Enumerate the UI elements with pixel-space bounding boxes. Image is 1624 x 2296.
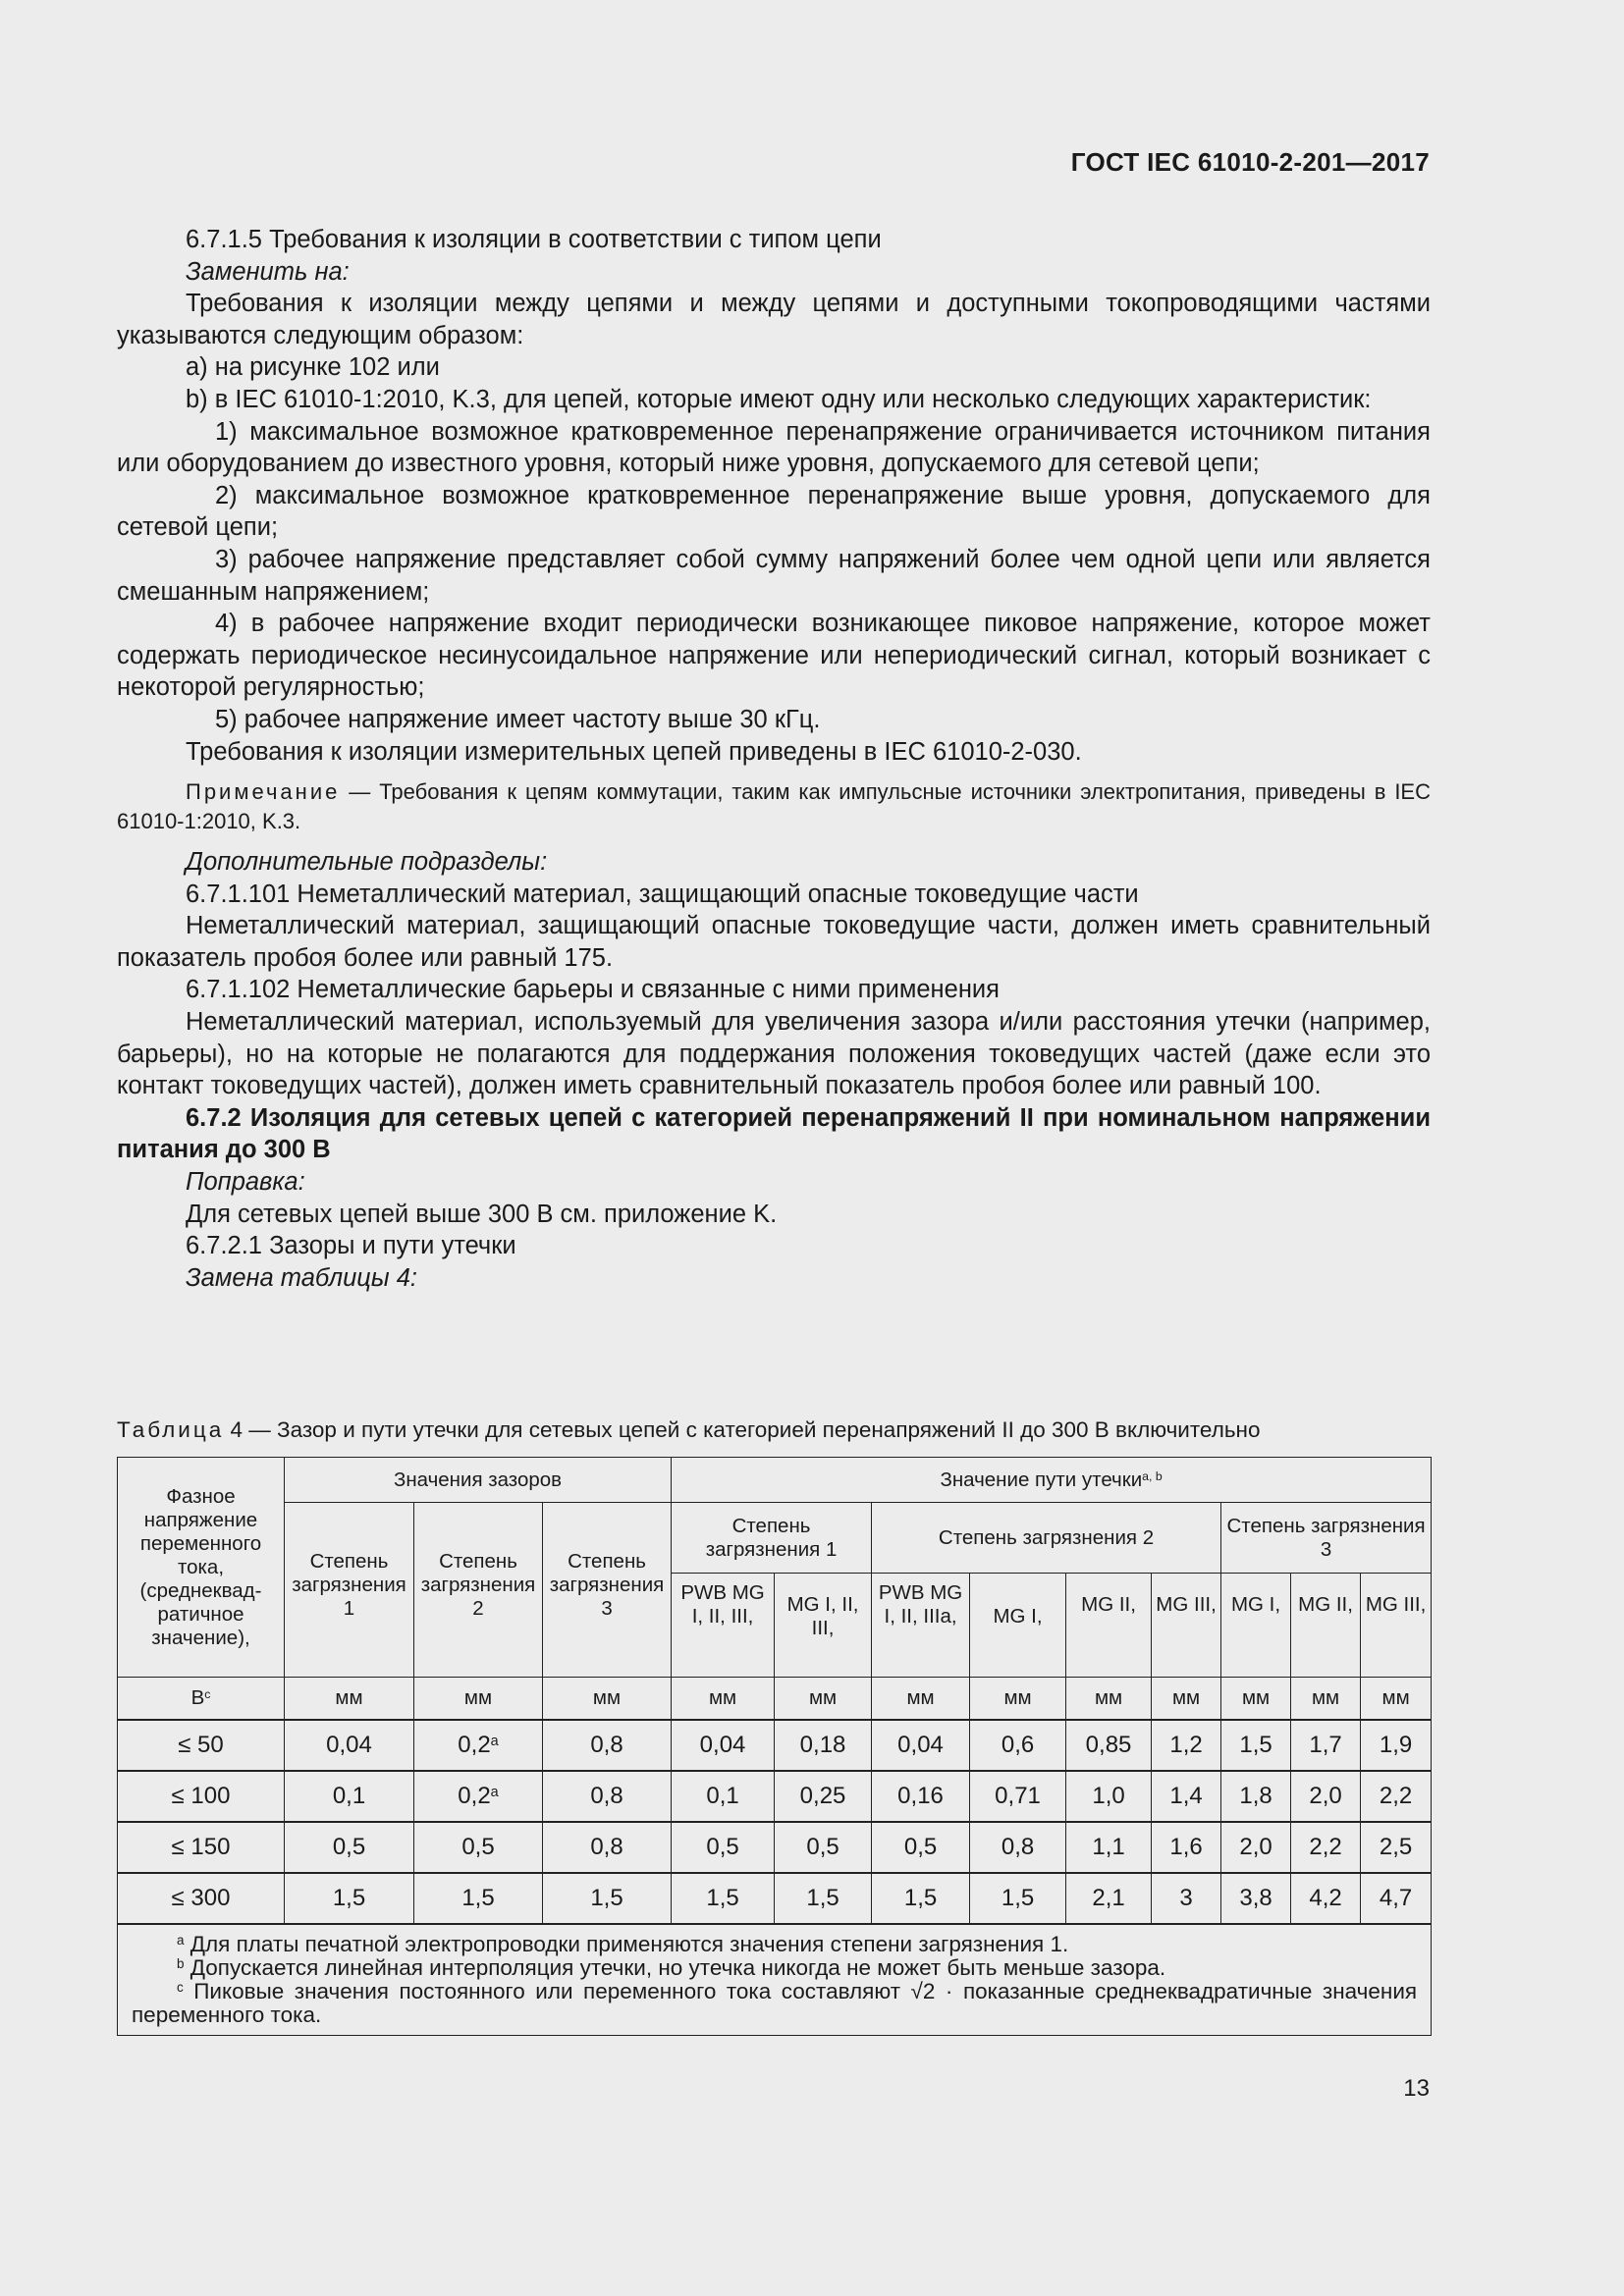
paragraph: Неметаллический материал, используемый для увеличения зазора и/или расстояния утечки (например, барьеры), но на которые не полагаются для поддержания положения токоведущих частей (даже если это контакт токоведущих частей), должен иметь сравнительный показатель пробоя более или равный 100. bbox=[117, 1008, 1431, 1100]
creepage-header: Значение пути утечки$^{a, b}$ bbox=[672, 1458, 1432, 1503]
value-cell: 0,25 bbox=[775, 1771, 872, 1822]
section-6-7-2-title: 6.7.2 Изоляция для сетевых цепей с категорией перенапряжений II при номинальном напряжении питания до 300 В bbox=[117, 1103, 1431, 1164]
section-6-7-1-5-title: 6.7.1.5 Требования к изоляции в соответствии с типом цепи bbox=[186, 226, 882, 253]
table-row bbox=[118, 1873, 1432, 1924]
table-replace-instruction: Замена таблицы 4: bbox=[186, 1263, 417, 1292]
voltage-cell: ≤ 50 bbox=[118, 1720, 285, 1771]
table-caption-label: Таблица bbox=[117, 1417, 225, 1442]
unit-cell: мм bbox=[285, 1678, 414, 1721]
table-footnotes bbox=[118, 1924, 1432, 2036]
table-row bbox=[118, 1822, 1432, 1873]
footnote-a: $^a$ Для платы печатной электропроводки применяются значения степени загрязнения 1. bbox=[177, 1932, 1069, 1956]
value-cell: 0,5 bbox=[775, 1822, 872, 1873]
section-6-7-2-1-title: 6.7.2.1 Зазоры и пути утечки bbox=[186, 1232, 516, 1260]
unit-cell: мм bbox=[543, 1678, 672, 1721]
unit-cell: мм bbox=[872, 1678, 970, 1721]
sub-header-cell: MG III, bbox=[1361, 1574, 1432, 1678]
value-cell: 0,04 bbox=[672, 1720, 775, 1771]
value-cell: 1,8 bbox=[1221, 1771, 1291, 1822]
list-item-a: a) на рисунке 102 или bbox=[186, 353, 440, 382]
paragraph: Требования к изоляции между цепями и между цепями и доступными токопроводящими частями указываются следующим образом: bbox=[117, 290, 1431, 349]
clearance-header: Значения зазоров bbox=[285, 1458, 672, 1503]
unit-cell: мм bbox=[775, 1678, 872, 1721]
sub-header-cell: MG I, II, III, bbox=[775, 1574, 872, 1678]
body-text bbox=[117, 224, 1431, 1294]
footnote-c: $^c$ Пиковые значения постоянного или переменного тока составляют √2 · показанные среднеквадратичные значения переменного тока. bbox=[132, 1979, 1418, 2027]
creepage-pd1-header: Степень загрязнения 1 bbox=[672, 1503, 872, 1574]
unit-cell: мм bbox=[1152, 1678, 1221, 1721]
value-cell: 3 bbox=[1152, 1873, 1221, 1924]
value-cell: 4,2 bbox=[1291, 1873, 1361, 1924]
sub-header-cell: PWB MG I, II, III, bbox=[672, 1574, 775, 1678]
creepage-pd2-header: Степень загрязнения 2 bbox=[872, 1503, 1221, 1574]
value-cell: 0,04 bbox=[285, 1720, 414, 1771]
clearance-pd1-header: Степень загрязнения 1 bbox=[285, 1503, 414, 1678]
value-cell: 2,2 bbox=[1291, 1822, 1361, 1873]
sub-header-cell: PWB MG I, II, IIIa, bbox=[872, 1574, 970, 1678]
clearance-pd2-header: Степень загрязнения 2 bbox=[414, 1503, 543, 1678]
unit-cell: $В^c$ bbox=[118, 1678, 285, 1721]
value-cell: 1,4 bbox=[1152, 1771, 1221, 1822]
value-cell: 1,5 bbox=[285, 1873, 414, 1924]
list-item-4: 4) в рабочее напряжение входит периодически возникающее пиковое напряжение, которое может содержать периодическое несинусоидальное напряжение или непериодический сигнал, который возникает с некоторой регулярностью; bbox=[117, 610, 1431, 702]
amendment-label: Поправка: bbox=[186, 1168, 305, 1197]
value-cell: 0,2$^a$ bbox=[414, 1771, 543, 1822]
sub-header-cell: MG I, bbox=[1221, 1574, 1291, 1678]
paragraph: Неметаллический материал, защищающий опасные токоведущие части, должен иметь сравнительный показатель пробоя более или равный 175. bbox=[117, 912, 1431, 972]
unit-cell: мм bbox=[970, 1678, 1066, 1721]
unit-cell: мм bbox=[1221, 1678, 1291, 1721]
value-cell: 1,7 bbox=[1291, 1720, 1361, 1771]
value-cell: 0,1 bbox=[672, 1771, 775, 1822]
unit-cell: мм bbox=[1066, 1678, 1152, 1721]
value-cell: 1,5 bbox=[970, 1873, 1066, 1924]
voltage-cell: ≤ 150 bbox=[118, 1822, 285, 1873]
section-6-7-1-101-title: 6.7.1.101 Неметаллический материал, защищающий опасные токоведущие части bbox=[186, 880, 1139, 908]
value-cell: 1,0 bbox=[1066, 1771, 1152, 1822]
value-cell: 0,5 bbox=[872, 1822, 970, 1873]
list-item-5: 5) рабочее напряжение имеет частоту выше 30 кГц. bbox=[215, 705, 821, 733]
value-cell: 1,5 bbox=[543, 1873, 672, 1924]
unit-cell: мм bbox=[672, 1678, 775, 1721]
value-cell: 2,0 bbox=[1221, 1822, 1291, 1873]
value-cell: 1,5 bbox=[775, 1873, 872, 1924]
note-text: — Требования к цепям коммутации, таким как импульсные источники электропитания, приведены в IEC 61010-1:2010, K.3. bbox=[117, 779, 1431, 834]
list-item-1: 1) максимальное возможное кратковременное перенапряжение ограничивается источником питания или оборудованием до известного уровня, который ниже уровня, допускаемого для сетевой цепи; bbox=[117, 417, 1431, 478]
table-row bbox=[118, 1720, 1432, 1771]
list-item-2: 2) максимальное возможное кратковременное перенапряжение выше уровня, допускаемого для сетевой цепи; bbox=[117, 481, 1431, 542]
voltage-cell: ≤ 100 bbox=[118, 1771, 285, 1822]
value-cell: 3,8 bbox=[1221, 1873, 1291, 1924]
value-cell: 4,7 bbox=[1361, 1873, 1432, 1924]
document-header: ГОСТ IEC 61010-2-201—2017 bbox=[1070, 147, 1430, 177]
page-number: 13 bbox=[1403, 2075, 1430, 2102]
value-cell: 0,16 bbox=[872, 1771, 970, 1822]
value-cell: 0,6 bbox=[970, 1720, 1066, 1771]
list-item-3: 3) рабочее напряжение представляет собой сумму напряжений более чем одной цепи или является смешанным напряжением; bbox=[117, 545, 1431, 606]
sub-header-cell: MG II, bbox=[1066, 1574, 1152, 1678]
value-cell: 0,5 bbox=[672, 1822, 775, 1873]
additional-subsections-label: Дополнительные подразделы: bbox=[186, 848, 548, 877]
value-cell: 0,8 bbox=[543, 1822, 672, 1873]
value-cell: 0,1 bbox=[285, 1771, 414, 1822]
value-cell: 1,1 bbox=[1066, 1822, 1152, 1873]
voltage-header: Фазное напряжение переменного тока, (среднеквадратичное значение), bbox=[118, 1458, 285, 1678]
value-cell: 0,85 bbox=[1066, 1720, 1152, 1771]
note bbox=[117, 777, 1431, 836]
creepage-pd3-header: Степень загрязнения 3 bbox=[1221, 1503, 1432, 1574]
sub-header-cell: MG II, bbox=[1291, 1574, 1361, 1678]
value-cell: 1,5 bbox=[672, 1873, 775, 1924]
note-label: Примечание bbox=[186, 779, 341, 805]
replace-instruction: Заменить на: bbox=[186, 257, 350, 286]
value-cell: 1,5 bbox=[1221, 1720, 1291, 1771]
value-cell: 2,2 bbox=[1361, 1771, 1432, 1822]
list-item-b: b) в IEC 61010-1:2010, K.3, для цепей, которые имеют одну или несколько следующих характеристик: bbox=[186, 385, 1372, 413]
unit-cell: мм bbox=[1361, 1678, 1432, 1721]
footnote-b: $^b$ Допускается линейная интерполяция утечки, но утечка никогда не может быть меньше зазора. bbox=[177, 1955, 1166, 1980]
paragraph: Требования к изоляции измерительных цепей приведены в IEC 61010-2-030. bbox=[186, 737, 1082, 766]
table-row bbox=[118, 1771, 1432, 1822]
value-cell: 2,5 bbox=[1361, 1822, 1432, 1873]
value-cell: 1,5 bbox=[414, 1873, 543, 1924]
table-caption bbox=[117, 1415, 1431, 1445]
sub-header-cell: MG I, bbox=[970, 1574, 1066, 1678]
value-cell: 2,1 bbox=[1066, 1873, 1152, 1924]
unit-cell: мм bbox=[414, 1678, 543, 1721]
voltage-cell: ≤ 300 bbox=[118, 1873, 285, 1924]
unit-cell: мм bbox=[1291, 1678, 1361, 1721]
sub-header-cell: MG III, bbox=[1152, 1574, 1221, 1678]
value-cell: 1,5 bbox=[872, 1873, 970, 1924]
value-cell: 0,8 bbox=[543, 1720, 672, 1771]
value-cell: 2,0 bbox=[1291, 1771, 1361, 1822]
table-caption-text: 4 — Зазор и пути утечки для сетевых цепей с категорией перенапряжений II до 300 В включительно bbox=[224, 1417, 1261, 1442]
value-cell: 0,04 bbox=[872, 1720, 970, 1771]
clearance-pd3-header: Степень загрязнения 3 bbox=[543, 1503, 672, 1678]
value-cell: 0,8 bbox=[970, 1822, 1066, 1873]
value-cell: 0,8 bbox=[543, 1771, 672, 1822]
value-cell: 1,2 bbox=[1152, 1720, 1221, 1771]
value-cell: 0,5 bbox=[414, 1822, 543, 1873]
value-cell: 0,2$^a$ bbox=[414, 1720, 543, 1771]
value-cell: 0,5 bbox=[285, 1822, 414, 1873]
value-cell: 0,71 bbox=[970, 1771, 1066, 1822]
value-cell: 0,18 bbox=[775, 1720, 872, 1771]
value-cell: 1,6 bbox=[1152, 1822, 1221, 1873]
section-6-7-1-102-title: 6.7.1.102 Неметаллические барьеры и связанные с ними применения bbox=[186, 976, 1000, 1004]
paragraph: Для сетевых цепей выше 300 В см. приложение K. bbox=[186, 1200, 778, 1228]
clearance-creepage-table bbox=[117, 1457, 1432, 2036]
value-cell: 1,9 bbox=[1361, 1720, 1432, 1771]
